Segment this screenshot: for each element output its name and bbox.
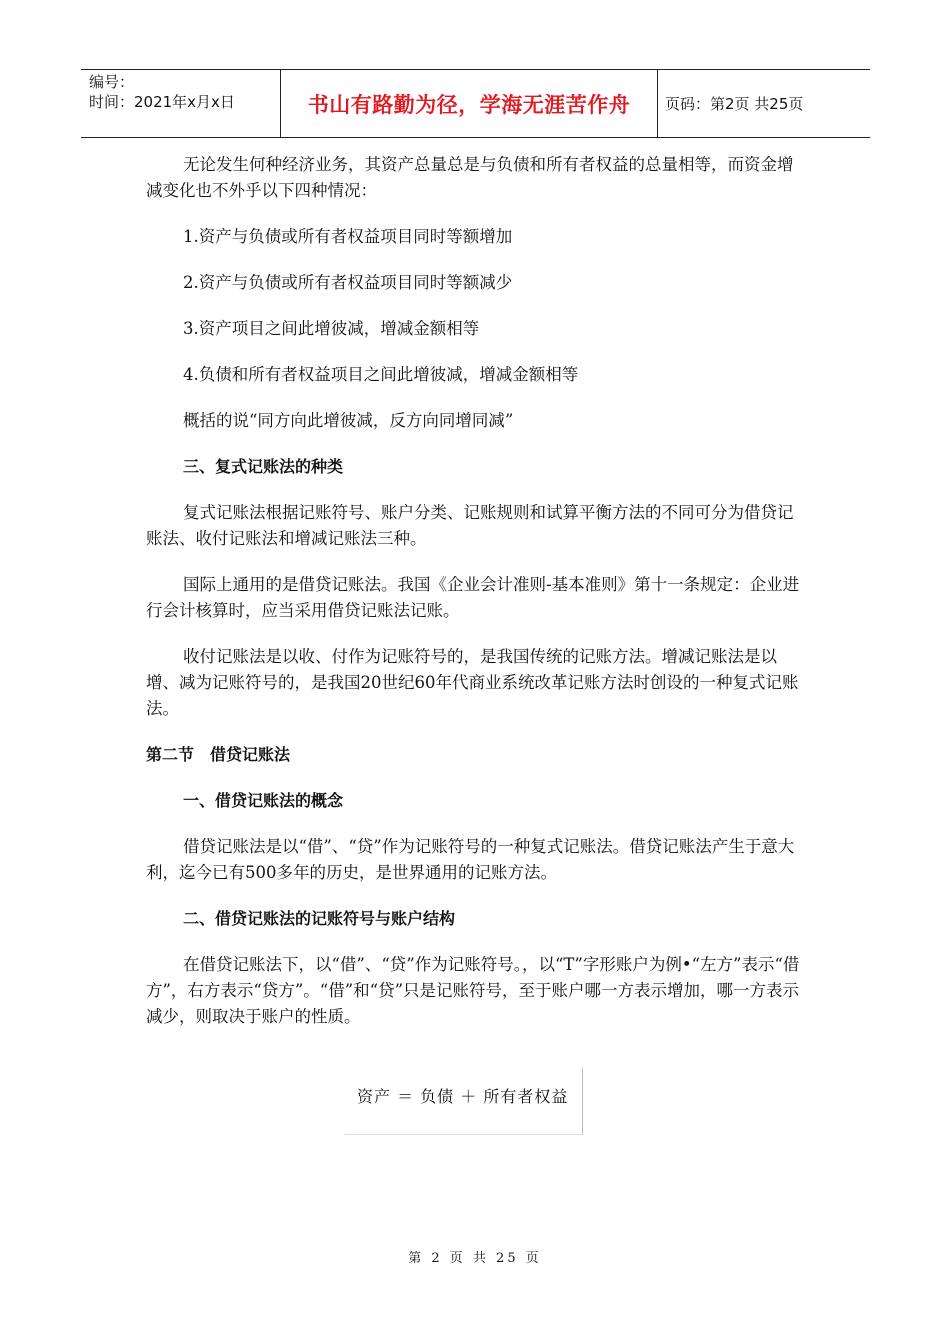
header-page-cell bbox=[658, 70, 870, 137]
paragraph: 复式记账法根据记账符号、账户分类、记账规则和试算平衡方法的不同可分为借贷记账法、收付记账法和增减记账法三种。 bbox=[146, 503, 794, 548]
list-item: 3.资产项目之间此增彼减，增减金额相等 bbox=[183, 319, 480, 338]
accounting-equation: 资产 ＝ 负债 ＋ 所有者权益 bbox=[357, 1087, 569, 1106]
list-item: 1.资产与负债或所有者权益项目同时等额增加 bbox=[183, 227, 513, 246]
motto: 书山有路勤为径，学海无涯苦作舟 bbox=[307, 92, 631, 117]
paragraph: 国际上通用的是借贷记账法。我国《企业会计准则-基本准则》第十一条规定：企业进行会计核算时，应当采用借贷记账法记账。 bbox=[146, 575, 800, 620]
section-heading: 一、借贷记账法的概念 bbox=[183, 791, 344, 810]
document-body bbox=[146, 152, 802, 1030]
section-heading: 二、借贷记账法的记账符号与账户结构 bbox=[183, 909, 456, 928]
list-item: 4.负债和所有者权益项目之间此增彼减，增减金额相等 bbox=[183, 365, 579, 384]
header-motto-cell bbox=[281, 70, 658, 137]
summary-text: 概括的说“同方向此增彼减，反方向同增同减” bbox=[183, 411, 514, 430]
chapter-section-title: 第二节 借贷记账法 bbox=[146, 745, 291, 764]
serial-label: 编号： bbox=[89, 73, 135, 91]
paragraph: 借贷记账法是以“借”、“贷”作为记账符号的一种复式记账法。借贷记账法产生于意大利，迄今已有500多年的历史，是世界通用的记账方法。 bbox=[146, 837, 795, 882]
list-item: 2.资产与负债或所有者权益项目同时等额减少 bbox=[183, 273, 513, 292]
page-footer: 第 2 页 共 25 页 bbox=[408, 1251, 542, 1266]
paragraph: 收付记账法是以收、付作为记账符号的，是我国传统的记账方法。增减记账法是以增、减为记账符号的，是我国20世纪60年代商业系统改革记账方法时创设的一种复式记账法。 bbox=[146, 647, 799, 718]
page-label: 页码：第2页 共25页 bbox=[665, 95, 804, 113]
paragraph: 无论发生何种经济业务，其资产总量总是与负债和所有者权益的总量相等，而资金增减变化也不外乎以下四种情况： bbox=[146, 155, 794, 200]
page-header bbox=[81, 69, 870, 138]
header-meta-cell bbox=[81, 70, 281, 137]
paragraph: 在借贷记账法下，以“借”、“贷”作为记账符号。，以“T”字形账户为例•“左方”表示“借方”，右方表示“贷方”。“借”和“贷”只是记账符号，至于账户哪一方表示增加，哪一方表示减少，则取决于账户的性质。 bbox=[146, 955, 800, 1026]
section-heading: 三、复式记账法的种类 bbox=[183, 457, 344, 476]
accounting-equation-figure bbox=[345, 1068, 583, 1135]
time-label: 时间：2021年x月x日 bbox=[89, 93, 235, 111]
